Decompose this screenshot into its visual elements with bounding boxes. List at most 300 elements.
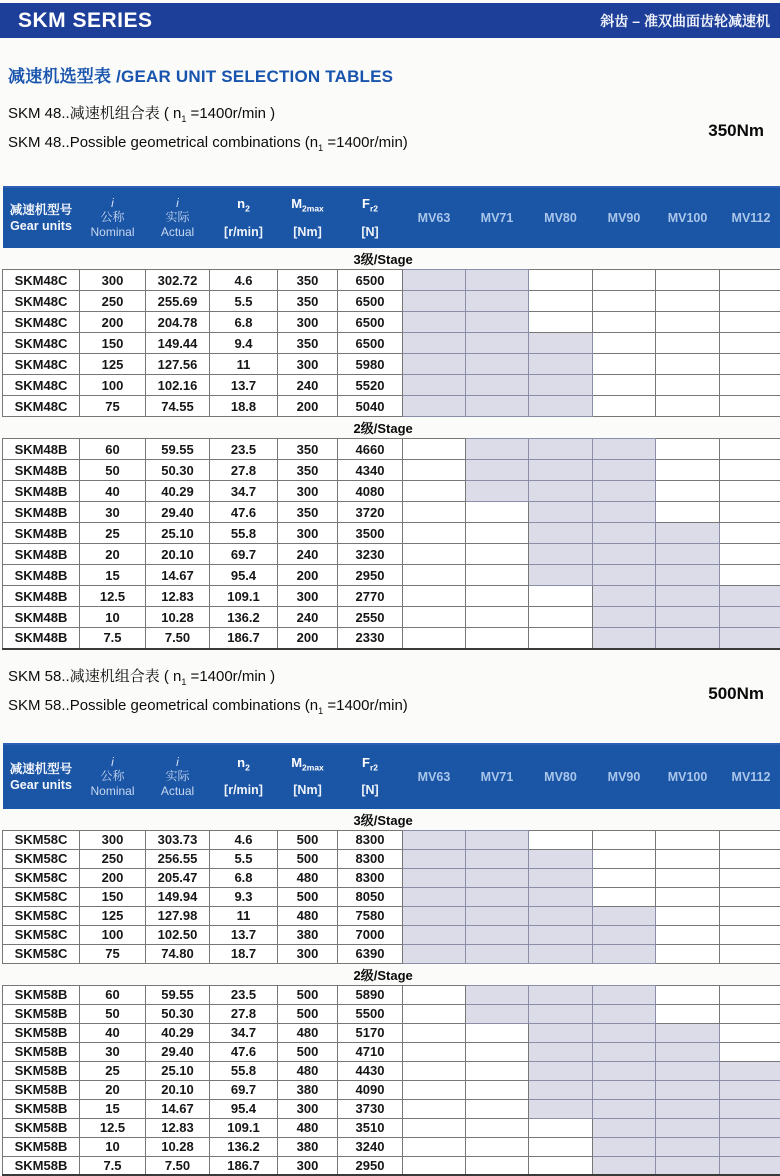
cell-nominal: 60 <box>80 439 146 460</box>
cell-model: SKM48B <box>3 481 80 502</box>
table-row <box>3 1080 780 1099</box>
mv-cell-mv63 <box>403 354 466 375</box>
mv-cell-mv90 <box>593 1080 656 1099</box>
header-gear-units <box>3 187 80 248</box>
cell-model: SKM58B <box>3 1004 80 1023</box>
cell-m2max: 380 <box>278 1080 338 1099</box>
cell-m2max: 500 <box>278 985 338 1004</box>
mv-cell-mv71 <box>466 354 529 375</box>
mv-cell-mv63 <box>403 628 466 649</box>
mv-cell-mv80 <box>529 396 593 417</box>
cell-fr2: 5520 <box>338 375 403 396</box>
mv-cell-mv100 <box>656 439 720 460</box>
mv-cell-mv112 <box>720 985 780 1004</box>
mv-cell-mv112 <box>720 849 780 868</box>
mv-cell-mv80 <box>529 1118 593 1137</box>
cell-n2: 6.8 <box>210 312 278 333</box>
mv-cell-mv63 <box>403 906 466 925</box>
mv-cell-mv80 <box>529 481 593 502</box>
cell-nominal: 20 <box>80 1080 146 1099</box>
mv-cell-mv63 <box>403 985 466 1004</box>
cell-fr2: 5500 <box>338 1004 403 1023</box>
mv-cell-mv63 <box>403 565 466 586</box>
cell-m2max: 500 <box>278 887 338 906</box>
header-model-en: Gear units <box>3 777 80 793</box>
header-model-cn: 减速机型号 <box>3 202 80 218</box>
mv-cell-mv100 <box>656 607 720 628</box>
cell-nominal: 40 <box>80 1023 146 1042</box>
cell-m2max: 500 <box>278 830 338 849</box>
cell-actual: 102.16 <box>146 375 210 396</box>
mv-cell-mv90 <box>593 544 656 565</box>
cell-fr2: 4340 <box>338 460 403 481</box>
cell-fr2: 8300 <box>338 868 403 887</box>
mv-cell-mv71 <box>466 502 529 523</box>
table-row <box>3 925 780 944</box>
cell-actual: 12.83 <box>146 1118 210 1137</box>
mv-cell-mv100 <box>656 333 720 354</box>
mv-cell-mv90 <box>593 354 656 375</box>
cell-model: SKM48C <box>3 312 80 333</box>
cell-fr2: 2770 <box>338 586 403 607</box>
header-mv100 <box>656 187 720 248</box>
mv-cell-mv63 <box>403 944 466 963</box>
header-mv63-label: MV63 <box>403 211 466 225</box>
table-row <box>3 1156 780 1175</box>
cell-model: SKM58B <box>3 1118 80 1137</box>
cell-model: SKM58B <box>3 1080 80 1099</box>
mv-cell-mv112 <box>720 544 780 565</box>
mv-cell-mv80 <box>529 944 593 963</box>
skm58-body <box>3 809 780 1176</box>
cell-model: SKM58B <box>3 1061 80 1080</box>
mv-cell-mv100 <box>656 502 720 523</box>
mv-cell-mv112 <box>720 607 780 628</box>
cell-n2: 11 <box>210 906 278 925</box>
cell-m2max: 480 <box>278 1061 338 1080</box>
table-container-skm58 <box>0 743 780 1176</box>
cell-n2: 95.4 <box>210 1099 278 1118</box>
mv-cell-mv112 <box>720 439 780 460</box>
mv-cell-mv112 <box>720 1042 780 1061</box>
header-mv71 <box>466 187 529 248</box>
cell-m2max: 300 <box>278 481 338 502</box>
cell-m2max: 300 <box>278 1099 338 1118</box>
cell-actual: 50.30 <box>146 1004 210 1023</box>
cell-model: SKM48B <box>3 628 80 649</box>
cell-n2: 34.7 <box>210 481 278 502</box>
mv-cell-mv63 <box>403 830 466 849</box>
mv-cell-mv112 <box>720 830 780 849</box>
cell-model: SKM58C <box>3 830 80 849</box>
mv-cell-mv71 <box>466 586 529 607</box>
cell-actual: 303.73 <box>146 830 210 849</box>
ratio-actual-en: Actual <box>146 225 210 239</box>
mv-cell-mv80 <box>529 312 593 333</box>
cell-fr2: 5890 <box>338 985 403 1004</box>
cell-nominal: 250 <box>80 849 146 868</box>
cell-model: SKM58C <box>3 849 80 868</box>
mv-cell-mv71 <box>466 396 529 417</box>
cell-m2max: 200 <box>278 565 338 586</box>
table-row <box>3 439 780 460</box>
cell-actual: 29.40 <box>146 502 210 523</box>
header-m2max-subscript: 2max <box>302 762 324 772</box>
table-row <box>3 1004 780 1023</box>
header-mv90-label: MV90 <box>593 770 656 784</box>
mv-cell-mv112 <box>720 887 780 906</box>
cell-fr2: 3240 <box>338 1137 403 1156</box>
cell-model: SKM58C <box>3 868 80 887</box>
mv-cell-mv112 <box>720 291 780 312</box>
mv-cell-mv71 <box>466 291 529 312</box>
cell-nominal: 300 <box>80 830 146 849</box>
cell-m2max: 350 <box>278 270 338 291</box>
header-mv63-label: MV63 <box>403 770 466 784</box>
mv-cell-mv63 <box>403 607 466 628</box>
table-row <box>3 1137 780 1156</box>
mv-cell-mv71 <box>466 849 529 868</box>
cell-actual: 14.67 <box>146 565 210 586</box>
mv-cell-mv63 <box>403 439 466 460</box>
mv-cell-mv80 <box>529 1023 593 1042</box>
mv-cell-mv100 <box>656 925 720 944</box>
mv-cell-mv80 <box>529 1156 593 1175</box>
header-m2max <box>278 196 338 217</box>
stage-label: 3级/Stage <box>354 252 413 267</box>
skm58-header <box>3 744 780 809</box>
skm58-table <box>2 743 780 1176</box>
cell-actual: 255.69 <box>146 291 210 312</box>
cell-fr2: 3510 <box>338 1118 403 1137</box>
header-mv112 <box>720 744 780 809</box>
cell-nominal: 200 <box>80 312 146 333</box>
mv-cell-mv100 <box>656 460 720 481</box>
cell-n2: 23.5 <box>210 439 278 460</box>
table-row <box>3 1042 780 1061</box>
cell-n2: 27.8 <box>210 1004 278 1023</box>
mv-cell-mv71 <box>466 868 529 887</box>
mv-cell-mv63 <box>403 849 466 868</box>
mv-cell-mv80 <box>529 628 593 649</box>
cell-fr2: 2950 <box>338 565 403 586</box>
cell-actual: 29.40 <box>146 1042 210 1061</box>
cell-actual: 302.72 <box>146 270 210 291</box>
mv-cell-mv100 <box>656 985 720 1004</box>
stage-separator-row <box>3 248 780 270</box>
cell-fr2: 6500 <box>338 333 403 354</box>
mv-cell-mv90 <box>593 586 656 607</box>
stage-label: 3级/Stage <box>354 813 413 828</box>
header-ratio-actual <box>146 744 210 809</box>
mv-cell-mv112 <box>720 1137 780 1156</box>
stage-cell <box>3 809 780 831</box>
ratio-nominal-en: Nominal <box>80 784 146 798</box>
cell-fr2: 4430 <box>338 1061 403 1080</box>
mv-cell-mv80 <box>529 291 593 312</box>
mv-cell-mv100 <box>656 291 720 312</box>
mv-cell-mv71 <box>466 1061 529 1080</box>
skm48-body <box>3 248 780 649</box>
cell-nominal: 40 <box>80 481 146 502</box>
cell-model: SKM48B <box>3 502 80 523</box>
mv-cell-mv90 <box>593 1099 656 1118</box>
mv-cell-mv112 <box>720 906 780 925</box>
table-row <box>3 354 780 375</box>
cell-model: SKM48C <box>3 354 80 375</box>
mv-cell-mv63 <box>403 396 466 417</box>
header-m2max-base: M <box>291 196 302 211</box>
mv-cell-mv71 <box>466 1023 529 1042</box>
mv-cell-mv100 <box>656 375 720 396</box>
mv-cell-mv71 <box>466 985 529 1004</box>
mv-cell-mv71 <box>466 906 529 925</box>
mv-cell-mv90 <box>593 985 656 1004</box>
header-fr2-subscript: r2 <box>370 762 378 772</box>
cell-n2: 13.7 <box>210 925 278 944</box>
mv-cell-mv80 <box>529 1004 593 1023</box>
cell-fr2: 8300 <box>338 830 403 849</box>
cell-m2max: 300 <box>278 944 338 963</box>
mv-cell-mv71 <box>466 565 529 586</box>
cell-actual: 59.55 <box>146 985 210 1004</box>
mv-cell-mv112 <box>720 523 780 544</box>
cell-nominal: 300 <box>80 270 146 291</box>
header-mv100 <box>656 744 720 809</box>
header-mv100-label: MV100 <box>656 211 720 225</box>
table-row <box>3 270 780 291</box>
mv-cell-mv100 <box>656 544 720 565</box>
header-n2 <box>210 755 278 776</box>
cell-n2: 55.8 <box>210 523 278 544</box>
mv-cell-mv90 <box>593 830 656 849</box>
mv-cell-mv90 <box>593 906 656 925</box>
cell-model: SKM48B <box>3 523 80 544</box>
mv-cell-mv80 <box>529 333 593 354</box>
cell-fr2: 8300 <box>338 849 403 868</box>
mv-cell-mv71 <box>466 312 529 333</box>
cell-model: SKM48B <box>3 607 80 628</box>
table-row <box>3 1118 780 1137</box>
table-row <box>3 830 780 849</box>
cell-fr2: 3500 <box>338 523 403 544</box>
header-n2-subscript: 2 <box>245 762 250 772</box>
cell-fr2: 5170 <box>338 1023 403 1042</box>
table-row <box>3 849 780 868</box>
cell-m2max: 480 <box>278 868 338 887</box>
cell-m2max: 350 <box>278 439 338 460</box>
cell-actual: 59.55 <box>146 439 210 460</box>
mv-cell-mv90 <box>593 481 656 502</box>
table-row <box>3 375 780 396</box>
mv-cell-mv63 <box>403 1099 466 1118</box>
table-row <box>3 628 780 649</box>
mv-cell-mv80 <box>529 925 593 944</box>
mv-cell-mv71 <box>466 481 529 502</box>
cell-nominal: 75 <box>80 944 146 963</box>
table-row <box>3 1061 780 1080</box>
stage-cell <box>3 417 780 439</box>
mv-cell-mv80 <box>529 1099 593 1118</box>
mv-cell-mv63 <box>403 333 466 354</box>
cell-fr2: 2950 <box>338 1156 403 1175</box>
mv-cell-mv112 <box>720 375 780 396</box>
cell-fr2: 4710 <box>338 1042 403 1061</box>
stage-label: 2级/Stage <box>354 421 413 436</box>
cell-fr2: 6390 <box>338 944 403 963</box>
cell-m2max: 240 <box>278 607 338 628</box>
cell-m2max: 480 <box>278 906 338 925</box>
mv-cell-mv80 <box>529 565 593 586</box>
mv-cell-mv63 <box>403 291 466 312</box>
cell-m2max: 350 <box>278 502 338 523</box>
cell-nominal: 50 <box>80 460 146 481</box>
header-ratio-nominal <box>80 744 146 809</box>
mv-cell-mv112 <box>720 1080 780 1099</box>
cell-nominal: 150 <box>80 887 146 906</box>
mv-cell-mv100 <box>656 868 720 887</box>
cell-m2max: 300 <box>278 586 338 607</box>
mv-cell-mv71 <box>466 1156 529 1175</box>
header-mv90 <box>593 187 656 248</box>
stage-cell <box>3 248 780 270</box>
mv-cell-mv71 <box>466 944 529 963</box>
mv-cell-mv112 <box>720 502 780 523</box>
cell-n2: 136.2 <box>210 607 278 628</box>
mv-cell-mv100 <box>656 1118 720 1137</box>
mv-cell-mv90 <box>593 868 656 887</box>
mv-cell-mv90 <box>593 396 656 417</box>
cell-nominal: 30 <box>80 502 146 523</box>
header-n2-base: n <box>237 755 245 770</box>
cell-model: SKM58B <box>3 1042 80 1061</box>
cell-m2max: 500 <box>278 849 338 868</box>
mv-cell-mv63 <box>403 481 466 502</box>
mv-cell-mv80 <box>529 270 593 291</box>
mv-cell-mv90 <box>593 1004 656 1023</box>
header-mv80 <box>529 187 593 248</box>
cell-n2: 11 <box>210 354 278 375</box>
mv-cell-mv80 <box>529 887 593 906</box>
stage-separator-row <box>3 809 780 831</box>
cell-nominal: 100 <box>80 925 146 944</box>
cell-n2: 95.4 <box>210 565 278 586</box>
header-fr2-subscript: r2 <box>370 204 378 214</box>
mv-cell-mv90 <box>593 565 656 586</box>
cell-nominal: 250 <box>80 291 146 312</box>
cell-fr2: 4090 <box>338 1080 403 1099</box>
cell-m2max: 240 <box>278 544 338 565</box>
mv-cell-mv80 <box>529 1042 593 1061</box>
mv-cell-mv90 <box>593 523 656 544</box>
cell-m2max: 350 <box>278 460 338 481</box>
mv-cell-mv71 <box>466 1099 529 1118</box>
mv-cell-mv63 <box>403 868 466 887</box>
cell-nominal: 15 <box>80 1099 146 1118</box>
cell-n2: 69.7 <box>210 1080 278 1099</box>
section-title-en: SKM 58..Possible geometrical combinations $(n_1 =1400r/\min)$ <box>8 694 408 723</box>
ratio-i-symbol: i <box>80 197 146 210</box>
torque-rating: 350Nm <box>708 121 772 141</box>
cell-n2: 109.1 <box>210 586 278 607</box>
mv-cell-mv90 <box>593 944 656 963</box>
mv-cell-mv90 <box>593 887 656 906</box>
mv-cell-mv63 <box>403 887 466 906</box>
header-fr2-base: F <box>362 755 370 770</box>
section-title-en: SKM 48..Possible geometrical combinations $(n_1 =1400r/\min)$ <box>8 131 408 160</box>
mv-cell-mv100 <box>656 1099 720 1118</box>
header-model-en: Gear units <box>3 218 80 234</box>
table-row <box>3 502 780 523</box>
cell-m2max: 200 <box>278 396 338 417</box>
cell-m2max: 380 <box>278 925 338 944</box>
mv-cell-mv80 <box>529 1137 593 1156</box>
table-row <box>3 586 780 607</box>
cell-n2: 23.5 <box>210 985 278 1004</box>
mv-cell-mv63 <box>403 1156 466 1175</box>
ratio-actual-en: Actual <box>146 784 210 798</box>
mv-cell-mv63 <box>403 1004 466 1023</box>
cell-nominal: 75 <box>80 396 146 417</box>
stage-cell <box>3 963 780 985</box>
mv-cell-mv90 <box>593 1156 656 1175</box>
cell-model: SKM48C <box>3 375 80 396</box>
header-mv63 <box>403 744 466 809</box>
mv-cell-mv100 <box>656 565 720 586</box>
cell-model: SKM48C <box>3 396 80 417</box>
cell-actual: 7.50 <box>146 1156 210 1175</box>
cell-m2max: 480 <box>278 1118 338 1137</box>
section-titles-skm48 <box>8 102 408 160</box>
mv-cell-mv80 <box>529 985 593 1004</box>
mv-cell-mv80 <box>529 1061 593 1080</box>
cell-model: SKM48C <box>3 291 80 312</box>
header-m2max-unit: [Nm] <box>278 783 338 798</box>
mv-cell-mv112 <box>720 333 780 354</box>
mv-cell-mv100 <box>656 312 720 333</box>
mv-cell-mv63 <box>403 1023 466 1042</box>
mv-cell-mv100 <box>656 523 720 544</box>
mv-cell-mv100 <box>656 944 720 963</box>
cell-fr2: 3720 <box>338 502 403 523</box>
mv-cell-mv100 <box>656 586 720 607</box>
cell-actual: 50.30 <box>146 460 210 481</box>
header-gear-units <box>3 744 80 809</box>
ratio-nominal-cn: 公称 <box>80 210 146 225</box>
cell-nominal: 7.5 <box>80 628 146 649</box>
header-fr2-unit: [N] <box>338 783 403 798</box>
header-n2-unit: [r/min] <box>210 783 278 798</box>
mv-cell-mv63 <box>403 270 466 291</box>
cell-n2: 18.7 <box>210 944 278 963</box>
mv-cell-mv100 <box>656 354 720 375</box>
mv-cell-mv71 <box>466 460 529 481</box>
cell-actual: 149.94 <box>146 887 210 906</box>
mv-cell-mv100 <box>656 481 720 502</box>
mv-cell-mv100 <box>656 849 720 868</box>
mv-cell-mv71 <box>466 628 529 649</box>
cell-model: SKM48B <box>3 460 80 481</box>
cell-fr2: 4080 <box>338 481 403 502</box>
mv-cell-mv71 <box>466 925 529 944</box>
mv-cell-mv100 <box>656 1080 720 1099</box>
mv-cell-mv80 <box>529 830 593 849</box>
cell-n2: 47.6 <box>210 1042 278 1061</box>
ratio-actual-cn: 实际 <box>146 210 210 225</box>
mv-cell-mv112 <box>720 396 780 417</box>
mv-cell-mv112 <box>720 460 780 481</box>
cell-m2max: 300 <box>278 312 338 333</box>
